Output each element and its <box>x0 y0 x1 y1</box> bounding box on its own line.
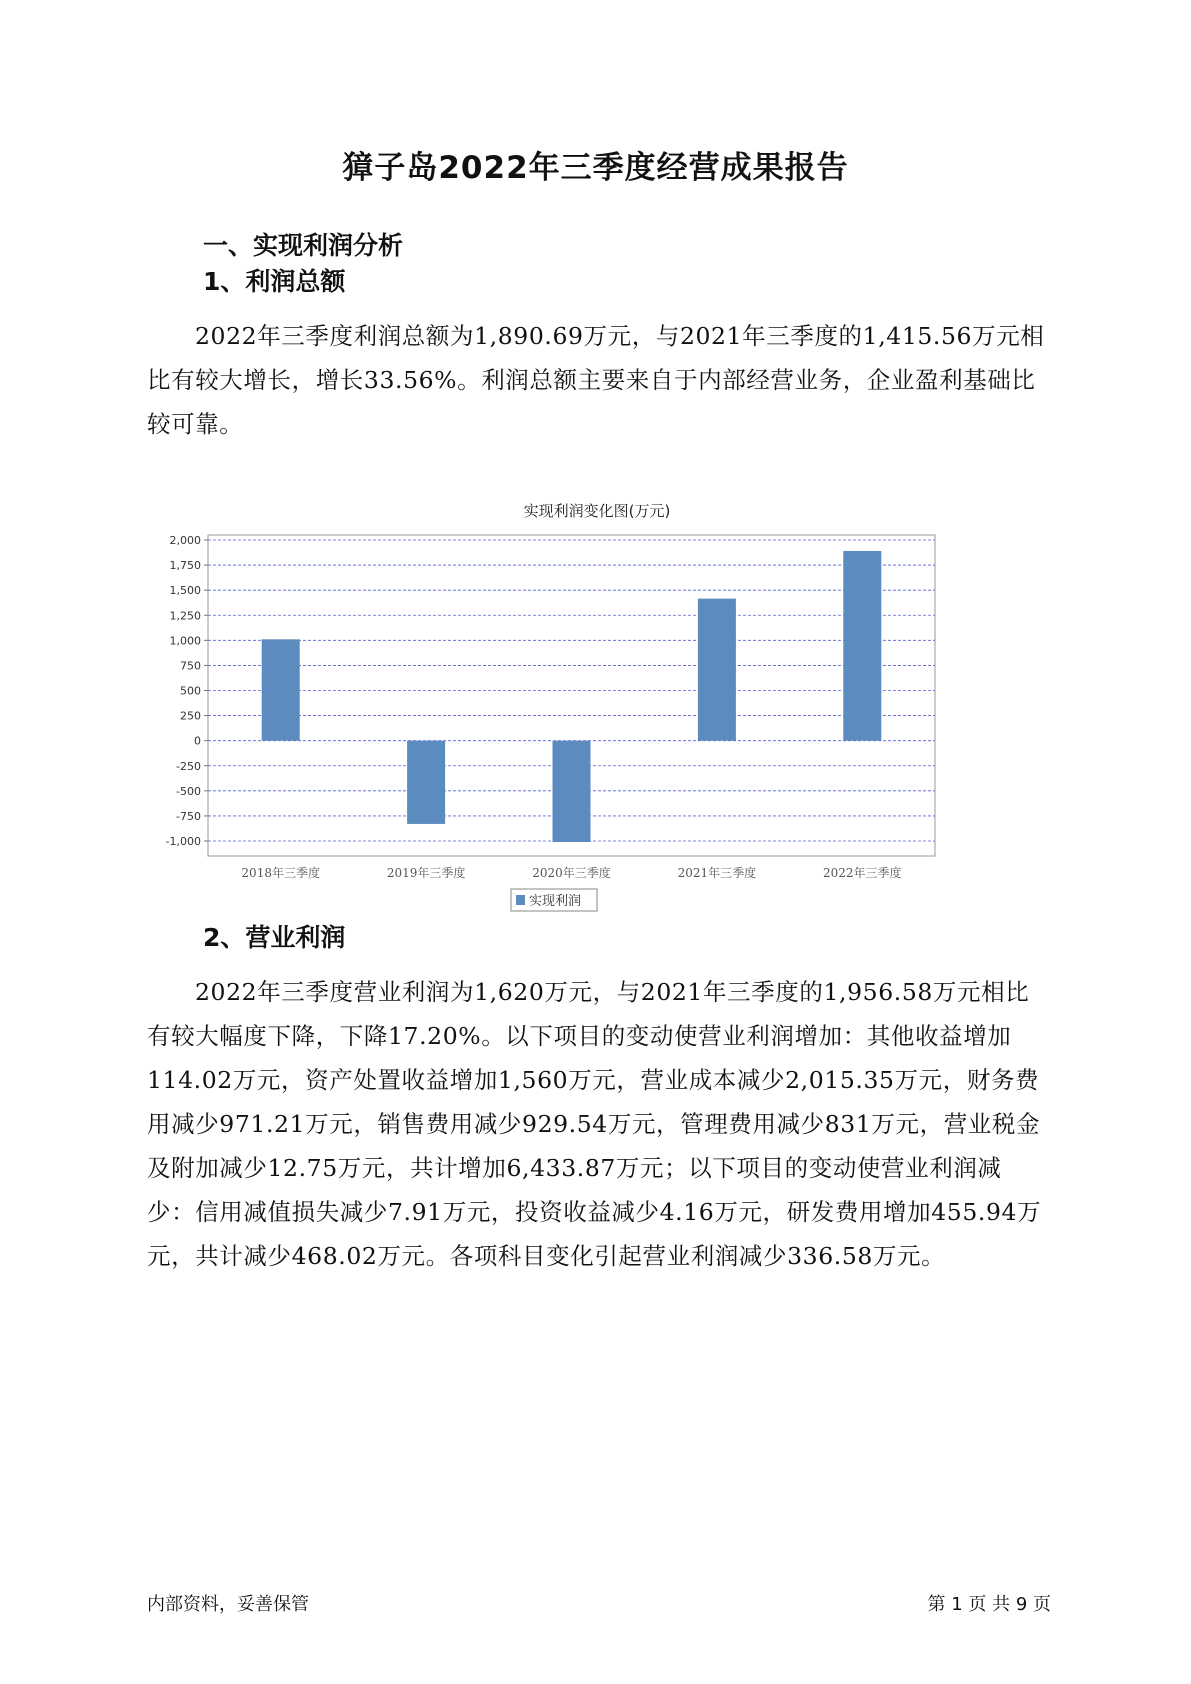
subheading-total-profit: 1、利润总额 <box>203 267 346 296</box>
bar-1 <box>262 639 300 740</box>
footer-confidential-note: 内部资料，妥善保管 <box>147 1594 309 1615</box>
y-tick-label: -500 <box>176 784 201 798</box>
y-tick-label: 1,500 <box>169 584 201 598</box>
x-tick-label: 2019年三季度 <box>386 866 466 880</box>
profit-chart-svg <box>145 500 1045 960</box>
y-tick-label: -750 <box>176 809 201 823</box>
x-tick-label: 2020年三季度 <box>532 866 611 880</box>
y-tick-label: 0 <box>194 734 201 748</box>
footer-page-number: 第 1 页 共 9 页 <box>927 1594 1051 1615</box>
chart-title: 实现利润变化图(万元) <box>523 502 671 520</box>
subheading-operating-profit: 2、营业利润 <box>203 923 346 952</box>
x-tick-label: 2018年三季度 <box>241 866 320 880</box>
y-tick-label: 2,000 <box>169 534 201 547</box>
y-tick-label: -1,000 <box>165 835 201 848</box>
x-tick-label: 2021年三季度 <box>677 866 757 880</box>
y-tick-label: 1,000 <box>169 634 201 648</box>
x-tick-label: 2022年三季度 <box>823 866 902 880</box>
bar-4 <box>698 599 736 741</box>
y-tick-label: 1,250 <box>169 609 201 623</box>
y-tick-label: 750 <box>180 659 201 673</box>
y-tick-label: 500 <box>180 684 201 698</box>
bar-5 <box>843 551 881 741</box>
section-heading-profit-analysis: 一、实现利润分析 <box>203 231 404 260</box>
y-tick-label: -250 <box>176 759 201 773</box>
legend-label: 实现利润 <box>529 894 582 909</box>
document-title: 獐子岛2022年三季度经营成果报告 <box>342 150 849 186</box>
y-tick-label: 250 <box>180 709 201 723</box>
bar-2 <box>407 741 445 824</box>
paragraph-operating-profit: 2022年三季度营业利润为1,620万元，与2021年三季度的1,956.58万元相比有较大幅度下降，下降17.20%。以下项目的变动使营业利润增加：其他收益增加114.02万元，资产处置收益增加1,560万元，营业成本减少2,015.35万元，财务费用减少971.21万元，销售费用减少929.54万元，管理费用减少831万元，营业税金及附加减少12.75万元，共计增加6,433.87万元；以下项目的变动使营业利润减少：信用减值损失减少7.91万元，投资收益减少4.16万元，研发费用增加455.94万元，共计减少468.02万元。各项科目变化引起营业利润减少336.58万元。 <box>147 978 1042 1270</box>
paragraph-total-profit: 2022年三季度利润总额为1,890.69万元，与2021年三季度的1,415.56万元相比有较大增长，增长33.56%。利润总额主要来自于内部经营业务，企业盈利基础比较可靠。 <box>147 322 1045 438</box>
y-tick-label: 1,750 <box>169 559 201 573</box>
legend-swatch <box>516 895 525 905</box>
bar-3 <box>553 741 591 842</box>
profit-chart <box>145 500 1045 960</box>
